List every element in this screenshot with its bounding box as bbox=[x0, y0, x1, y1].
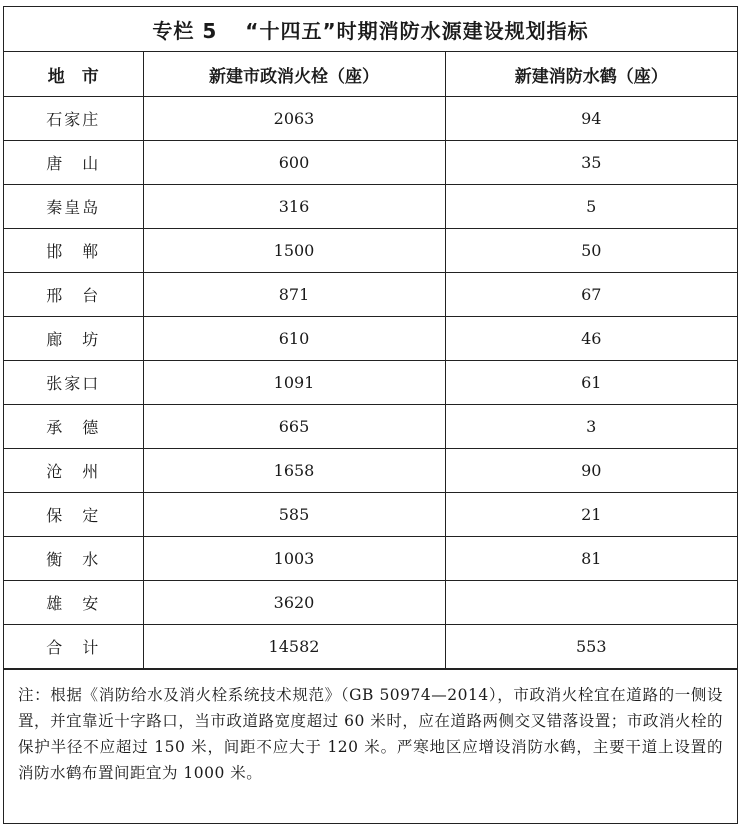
cell-water-cranes: 90 bbox=[445, 449, 737, 493]
indicator-table bbox=[4, 52, 737, 669]
cell-city: 沧 州 bbox=[4, 449, 143, 493]
cell-water-cranes: 61 bbox=[445, 361, 737, 405]
cell-city: 邢 台 bbox=[4, 273, 143, 317]
footnote-label: 注： bbox=[18, 686, 51, 704]
table-row bbox=[4, 229, 737, 273]
table-row bbox=[4, 493, 737, 537]
cell-hydrants: 1003 bbox=[143, 537, 445, 581]
cell-water-cranes: 35 bbox=[445, 141, 737, 185]
cell-hydrants: 1658 bbox=[143, 449, 445, 493]
footnote bbox=[4, 669, 737, 794]
header-water-cranes: 新建消防水鹤（座） bbox=[445, 52, 737, 97]
table-row bbox=[4, 581, 737, 625]
table-header-row bbox=[4, 52, 737, 97]
table-row bbox=[4, 97, 737, 141]
cell-hydrants: 1091 bbox=[143, 361, 445, 405]
table-row bbox=[4, 405, 737, 449]
cell-hydrants: 585 bbox=[143, 493, 445, 537]
header-city: 地 市 bbox=[4, 52, 143, 97]
cell-water-cranes: 21 bbox=[445, 493, 737, 537]
cell-hydrants: 2063 bbox=[143, 97, 445, 141]
cell-water-cranes: 46 bbox=[445, 317, 737, 361]
cell-city: 张家口 bbox=[4, 361, 143, 405]
header-hydrants: 新建市政消火栓（座） bbox=[143, 52, 445, 97]
panel-title bbox=[4, 7, 737, 52]
cell-hydrants: 665 bbox=[143, 405, 445, 449]
cell-water-cranes bbox=[445, 581, 737, 625]
cell-hydrants: 871 bbox=[143, 273, 445, 317]
panel-heading: “十四五”时期消防水源建设规划指标 bbox=[245, 18, 589, 43]
cell-city: 石家庄 bbox=[4, 97, 143, 141]
table-row bbox=[4, 185, 737, 229]
footnote-text: 根据《消防给水及消火栓系统技术规范》（GB 50974—2014），市政消火栓宜在道路的一侧设置，并宜靠近十字路口，当市政道路宽度超过 60 米时，应在道路两侧交叉错落设置；市政消火栓的保护半径不应超过 150 米，间距不应大于 120 米。严寒地区应增设消防水鹤，主要干道上设置的消防水鹤布置间距宜为 1000 米。 bbox=[18, 686, 723, 782]
table-row bbox=[4, 449, 737, 493]
table-row bbox=[4, 141, 737, 185]
table-row bbox=[4, 361, 737, 405]
cell-water-cranes: 67 bbox=[445, 273, 737, 317]
table-row bbox=[4, 273, 737, 317]
cell-water-cranes: 81 bbox=[445, 537, 737, 581]
cell-hydrants: 316 bbox=[143, 185, 445, 229]
planning-table-panel bbox=[3, 6, 738, 824]
cell-city: 廊 坊 bbox=[4, 317, 143, 361]
cell-city: 邯 郸 bbox=[4, 229, 143, 273]
cell-hydrants: 610 bbox=[143, 317, 445, 361]
table-row bbox=[4, 317, 737, 361]
cell-city: 衡 水 bbox=[4, 537, 143, 581]
cell-water-cranes: 5 bbox=[445, 185, 737, 229]
cell-hydrants: 1500 bbox=[143, 229, 445, 273]
table-row bbox=[4, 537, 737, 581]
cell-hydrants: 14582 bbox=[143, 625, 445, 669]
panel-label: 专栏 5 bbox=[152, 18, 218, 43]
cell-water-cranes: 94 bbox=[445, 97, 737, 141]
cell-water-cranes: 553 bbox=[445, 625, 737, 669]
cell-city: 秦皇岛 bbox=[4, 185, 143, 229]
cell-water-cranes: 50 bbox=[445, 229, 737, 273]
cell-city: 承 德 bbox=[4, 405, 143, 449]
cell-hydrants: 600 bbox=[143, 141, 445, 185]
cell-city: 合 计 bbox=[4, 625, 143, 669]
cell-hydrants: 3620 bbox=[143, 581, 445, 625]
cell-water-cranes: 3 bbox=[445, 405, 737, 449]
cell-city: 雄 安 bbox=[4, 581, 143, 625]
cell-city: 保 定 bbox=[4, 493, 143, 537]
cell-city: 唐 山 bbox=[4, 141, 143, 185]
table-total-row bbox=[4, 625, 737, 669]
